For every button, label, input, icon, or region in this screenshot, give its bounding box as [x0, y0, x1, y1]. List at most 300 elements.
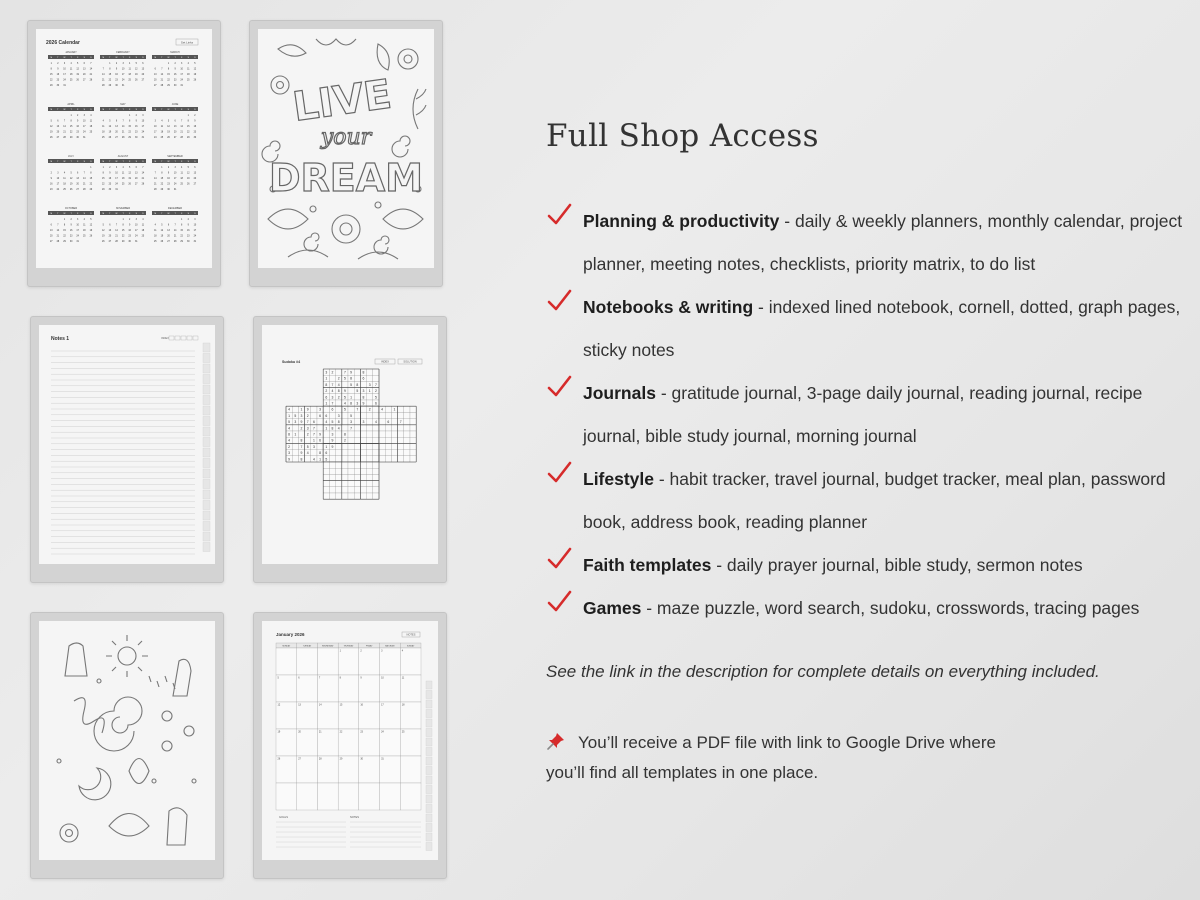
calendar-day: 25	[121, 183, 125, 186]
sudoku-digit: 6	[325, 395, 328, 400]
calendar-day: 23	[187, 235, 190, 238]
sudoku-cell	[305, 456, 311, 462]
calendar-day: 13	[173, 126, 177, 128]
calendar-day: 6	[154, 68, 156, 71]
monthly-day-cell	[317, 648, 338, 675]
monthly-side-tab	[426, 738, 432, 746]
calendar-day: 25	[89, 131, 93, 134]
notes-index-tab	[203, 427, 210, 436]
calendar-day: 13	[193, 172, 197, 175]
notes-index-tab	[203, 396, 210, 405]
calendar-weekday: W	[167, 213, 170, 215]
calendar-day: 13	[154, 74, 157, 76]
leaf-icon	[383, 209, 423, 229]
calendar-weekday: W	[167, 109, 170, 111]
sudoku-cell	[410, 450, 416, 456]
calendar-day: 31	[180, 85, 183, 87]
calendar-day: 17	[193, 230, 197, 232]
calendar-day: 29	[121, 241, 125, 243]
eye-icon	[162, 711, 172, 721]
calendar-day: 11	[128, 68, 131, 71]
thumbnail-doodle-page	[30, 612, 224, 879]
calendar-weekday: S	[142, 213, 144, 215]
calendar-weekday: S	[194, 213, 196, 215]
sudoku-digit: 5	[325, 457, 328, 462]
monthly-day-number: 20	[298, 730, 301, 734]
calendar-day: 21	[56, 235, 60, 238]
monthly-weekday: WEDNESDAY	[322, 645, 334, 648]
calendar-day: 1	[63, 219, 66, 221]
sudoku-cell	[305, 437, 311, 443]
sudoku-cell	[336, 400, 342, 406]
monthly-day-number: 27	[298, 757, 301, 761]
calendar-day: 8	[187, 120, 189, 123]
calendar-day: 2	[70, 219, 72, 221]
calendar-month-label: MAY	[120, 103, 126, 106]
calendar-weekday: W	[115, 213, 118, 215]
sudoku-cell	[398, 431, 404, 437]
sudoku-digit: 4	[331, 389, 334, 394]
swirl-icon	[304, 233, 319, 251]
sudoku-digit: 6	[331, 407, 334, 412]
sudoku-cell	[398, 425, 404, 431]
sudoku-digit: 1	[319, 457, 322, 462]
sudoku-cell	[354, 369, 360, 375]
calendar-day: 5	[50, 120, 52, 123]
monthly-day-number: 12	[277, 703, 281, 707]
calendar-day: 16	[76, 126, 79, 128]
calendar-day: 16	[173, 74, 177, 76]
calendar-day: 14	[121, 126, 125, 128]
calendar-day: 13	[108, 230, 112, 232]
calendar-month-label: SEPTEMBER	[167, 155, 183, 158]
calendar-weekday: F	[181, 161, 183, 163]
sudoku-cell	[379, 443, 385, 449]
calendar-day: 23	[108, 183, 112, 186]
sudoku-cell	[317, 425, 323, 431]
calendar-day: 29	[63, 241, 66, 243]
sudoku-digit: 9	[343, 389, 346, 394]
monthly-day-number: 11	[401, 676, 405, 680]
flower-icon	[332, 215, 360, 243]
sudoku-cell	[329, 493, 335, 499]
feature-item-lifestyle	[546, 458, 1186, 544]
sudoku-digit: 4	[337, 382, 340, 387]
sudoku-digit: 3	[294, 420, 297, 425]
calendar-weekday: T	[122, 161, 124, 163]
monthly-day-cell	[317, 783, 338, 810]
calendar-weekday: F	[129, 213, 131, 215]
calendar-day: 9	[129, 224, 131, 227]
calendar-day: 11	[83, 224, 86, 227]
flower-icon	[271, 76, 289, 94]
sudoku-digit: 6	[387, 420, 390, 425]
calendar-month-label: AUGUST	[117, 155, 129, 158]
monthly-day-number: 28	[318, 757, 322, 761]
calendar-weekday: W	[167, 161, 170, 163]
sudoku-digit: 1	[294, 432, 297, 437]
thumbnail-sudoku	[253, 316, 447, 583]
sudoku-cell	[379, 431, 385, 437]
calendar-day: 20	[135, 178, 138, 180]
coloring-word-dream: DREAM	[269, 156, 423, 200]
yearly-calendar-screen	[36, 29, 212, 268]
calendar-weekday: M	[154, 161, 157, 163]
monthly-side-tab	[426, 757, 432, 765]
calendar-day: 27	[135, 183, 138, 186]
sudoku-cell	[367, 375, 373, 381]
sudoku-cell	[360, 493, 366, 499]
calendar-day: 12	[89, 224, 93, 227]
sudoku-cell	[360, 468, 366, 474]
sudoku-cell	[373, 487, 379, 493]
page-heading: Full Shop Access	[546, 118, 819, 154]
sudoku-cell	[336, 437, 342, 443]
sudoku-digit: 7	[331, 401, 334, 406]
calendar-day: 4	[161, 120, 163, 123]
sudoku-cell	[354, 419, 360, 425]
sudoku-cell	[391, 431, 397, 437]
calendar-day: 12	[128, 172, 131, 175]
calendar-day: 7	[83, 172, 85, 175]
sudoku-digit: 8	[300, 438, 303, 443]
sudoku-cell	[367, 456, 373, 462]
calendar-day: 11	[187, 68, 190, 71]
calendar-weekday: S	[187, 213, 189, 215]
calendar-weekday: W	[63, 57, 66, 59]
calendar-month-label: JANUARY	[65, 51, 77, 54]
calendar-day: 28	[115, 241, 118, 243]
calendar-day: 5	[187, 167, 189, 169]
monthly-planner-screen	[262, 621, 438, 860]
pushpin-icon	[546, 731, 566, 751]
sudoku-digit: 4	[374, 420, 377, 425]
calendar-day: 15	[128, 126, 131, 128]
monthly-day-number: 17	[381, 703, 384, 707]
calendar-day: 10	[83, 120, 86, 123]
calendar-day: 22	[180, 235, 183, 238]
calendar-day: 22	[167, 79, 170, 82]
calendar-weekday: W	[63, 213, 66, 215]
sudoku-digit: 1	[325, 444, 328, 449]
checkmark-icon	[546, 546, 572, 572]
notes-index-tab	[203, 459, 210, 468]
calendar-day: 29	[50, 85, 53, 87]
calendar-day: 7	[154, 172, 156, 175]
calendar-day: 20	[193, 178, 197, 180]
calendar-day: 8	[129, 120, 131, 123]
doodle-screen	[39, 621, 215, 860]
feature-title: Faith templates	[583, 555, 712, 575]
calendar-day: 3	[122, 63, 124, 65]
sudoku-cell	[379, 425, 385, 431]
monthly-day-cell	[359, 783, 380, 810]
calendar-day: 25	[63, 189, 66, 191]
sudoku-cell	[398, 456, 404, 462]
calendar-weekday: S	[187, 57, 189, 59]
calendar-day: 19	[135, 74, 138, 76]
sudoku-cell	[379, 419, 385, 425]
calendar-day: 11	[89, 120, 93, 123]
monthly-side-tab	[426, 824, 432, 832]
calendar-day: 6	[142, 63, 144, 65]
calendar-day: 27	[141, 79, 145, 82]
calendar-day: 7	[63, 120, 66, 123]
calendar-day: 14	[89, 68, 93, 71]
monthly-day-number: 31	[381, 757, 384, 761]
calendar-day: 17	[154, 131, 157, 134]
hand-icon	[167, 808, 187, 845]
calendar-day: 24	[193, 235, 197, 238]
calendar-day: 25	[102, 137, 105, 139]
monthly-day-number: 19	[277, 730, 281, 734]
sudoku-cell	[342, 462, 348, 468]
calendar-day: 16	[115, 74, 118, 76]
calendar-weekday: T	[70, 109, 72, 111]
calendar-day: 30	[187, 241, 190, 243]
sudoku-digit: 4	[343, 401, 346, 406]
leaf-icon	[129, 759, 149, 784]
calendar-weekday: T	[122, 109, 124, 111]
sudoku-digit: 2	[300, 426, 303, 431]
calendar-day: 11	[63, 178, 66, 180]
sudoku-digit: 4	[312, 457, 315, 462]
sudoku-cell	[317, 419, 323, 425]
sudoku-digit: 8	[331, 426, 334, 431]
calendar-day: 8	[181, 224, 183, 227]
monthly-weekday: SUNDAY	[406, 645, 415, 648]
sudoku-digit: 3	[319, 407, 322, 412]
sudoku-digit: 2	[374, 389, 377, 394]
calendar-day: 6	[77, 172, 79, 175]
sudoku-digit: 2	[306, 432, 309, 437]
calendar-day: 4	[129, 63, 131, 65]
calendar-weekday: T	[57, 161, 59, 163]
calendar-weekday: F	[77, 109, 79, 111]
calendar-day: 23	[135, 131, 138, 134]
calendar-day: 5	[194, 63, 196, 65]
sudoku-cell	[373, 412, 379, 418]
calendar-day: 2	[135, 115, 137, 117]
calendar-day: 2	[50, 172, 52, 175]
sudoku-cell	[360, 474, 366, 480]
notes-index-tab	[203, 543, 210, 552]
monthly-weekday: FRIDAY	[365, 645, 373, 648]
sudoku-cell	[360, 381, 366, 387]
calendar-day: 21	[63, 131, 66, 134]
calendar-weekday: T	[57, 109, 59, 111]
calendar-month-label: DECEMBER	[167, 207, 183, 210]
sudoku-cell	[398, 443, 404, 449]
calendar-day: 23	[56, 79, 60, 82]
calendar-day: 4	[181, 167, 183, 169]
sudoku-cell	[354, 425, 360, 431]
sudoku-cell	[404, 419, 410, 425]
monthly-day-cell	[338, 675, 359, 702]
sudoku-cell	[342, 493, 348, 499]
monthly-day-cell	[359, 675, 380, 702]
calendar-weekday: T	[109, 161, 111, 163]
sudoku-digit: 9	[331, 438, 334, 443]
calendar-day: 29	[102, 189, 105, 191]
calendar-day: 8	[161, 172, 163, 175]
monthly-side-tab	[426, 691, 432, 699]
calendar-day: 1	[102, 167, 104, 169]
calendar-day: 9	[194, 120, 196, 123]
calendar-day: 16	[187, 230, 190, 232]
sudoku-digit: 4	[288, 438, 291, 443]
calendar-day: 27	[50, 241, 53, 243]
sudoku-digit: 8	[350, 401, 353, 406]
calendar-weekday: F	[129, 109, 131, 111]
calendar-weekday: S	[135, 109, 137, 111]
calendar-day: 26	[128, 183, 131, 186]
calendar-weekday: W	[115, 57, 118, 59]
calendar-weekday: F	[129, 161, 131, 163]
lined-notes-screen	[39, 325, 215, 564]
sudoku-solution-button: SOLUTION	[403, 360, 417, 364]
sudoku-digit: 5	[350, 413, 353, 418]
calendar-day: 10	[115, 172, 118, 175]
calendar-day: 14	[180, 126, 183, 128]
calendar-day: 15	[89, 178, 93, 180]
calendar-day: 9	[77, 120, 79, 123]
sudoku-cell	[391, 450, 397, 456]
sudoku-cell	[367, 462, 373, 468]
sudoku-cell	[410, 456, 416, 462]
sudoku-digit: 9	[306, 407, 309, 412]
calendar-day: 21	[160, 79, 164, 82]
calendar-day: 23	[69, 235, 73, 238]
calendar-day: 18	[89, 126, 93, 128]
sudoku-index-button: INDEX	[381, 360, 389, 364]
calendar-day: 29	[167, 85, 170, 87]
calendar-day: 1	[70, 115, 72, 117]
notes-page-box	[169, 336, 174, 340]
calendar-day: 22	[63, 235, 66, 238]
calendar-day: 20	[108, 235, 112, 238]
calendar-day: 31	[115, 189, 118, 191]
calendar-day: 15	[50, 74, 53, 76]
calendar-day: 6	[167, 224, 170, 227]
calendar-day: 16	[56, 74, 60, 76]
sudoku-cell	[348, 443, 354, 449]
sudoku-cell	[360, 481, 366, 487]
monthly-side-tab	[426, 681, 432, 689]
sudoku-cell	[292, 406, 298, 412]
sudoku-cell	[292, 437, 298, 443]
calendar-day: 3	[115, 167, 118, 169]
calendar-day: 21	[141, 178, 145, 180]
calendar-day: 5	[167, 120, 170, 123]
checkmark-icon	[546, 374, 572, 400]
moth-icon	[109, 814, 149, 837]
sudoku-cell	[342, 481, 348, 487]
monthly-day-cell	[276, 675, 297, 702]
sudoku-cell	[367, 443, 373, 449]
calendar-weekday: S	[83, 161, 85, 163]
sudoku-cell	[360, 437, 366, 443]
sudoku-digit: 9	[288, 457, 291, 462]
calendar-day: 1	[181, 219, 183, 221]
calendar-day: 27	[115, 137, 118, 139]
calendar-day: 20	[141, 74, 145, 76]
calendar-day: 26	[102, 241, 105, 243]
sudoku-digit: 4	[337, 426, 340, 431]
calendar-weekday: S	[83, 57, 85, 59]
calendar-weekday: S	[83, 109, 85, 111]
calendar-day: 1	[167, 63, 170, 65]
calendar-weekday: W	[167, 57, 170, 59]
sudoku-digit: 8	[362, 395, 365, 400]
sudoku-cell	[391, 443, 397, 449]
calendar-weekday: S	[135, 57, 137, 59]
calendar-day: 11	[141, 224, 145, 227]
calendar-day: 30	[128, 241, 131, 243]
calendar-day: 6	[174, 120, 176, 123]
calendar-day: 23	[128, 235, 131, 238]
calendar-day: 5	[77, 63, 79, 65]
sudoku-cell	[323, 431, 329, 437]
sudoku-cell	[360, 443, 366, 449]
calendar-weekday: S	[194, 161, 196, 163]
calendar-day: 26	[193, 79, 197, 82]
monthly-day-number: 30	[360, 757, 364, 761]
calendar-weekday: T	[57, 57, 59, 59]
calendar-day: 18	[83, 230, 86, 232]
sudoku-digit: 1	[312, 438, 315, 443]
sudoku-screen	[262, 325, 438, 564]
sudoku-digit: 7	[312, 426, 315, 431]
sudoku-cell	[354, 493, 360, 499]
calendar-day: 8	[167, 68, 170, 71]
calendar-day: 10	[56, 178, 60, 180]
monthly-day-number: 25	[401, 730, 405, 734]
checkmark-icon	[546, 589, 572, 615]
notes-index-tab	[203, 522, 210, 531]
calendar-day: 15	[180, 230, 183, 232]
monthly-day-number: 21	[318, 730, 322, 734]
calendar-day: 22	[128, 131, 131, 134]
sudoku-cell	[329, 450, 335, 456]
sudoku-cell	[336, 431, 342, 437]
sudoku-digit: 1	[325, 376, 328, 381]
monthly-day-cell	[317, 675, 338, 702]
calendar-day: 8	[63, 224, 66, 227]
sudoku-cell	[385, 443, 391, 449]
calendar-day: 18	[141, 230, 145, 232]
doodle-page-art	[39, 621, 215, 860]
snake-icon	[74, 698, 104, 733]
sudoku-cell	[398, 450, 404, 456]
calendar-day: 16	[167, 178, 170, 180]
calendar-day: 19	[89, 230, 93, 232]
sudoku-cell	[323, 481, 329, 487]
calendar-day: 24	[173, 183, 177, 186]
sudoku-cell	[391, 437, 397, 443]
sudoku-digit: 2	[368, 407, 371, 412]
sudoku-digit: 3	[337, 413, 340, 418]
calendar-day: 25	[180, 183, 183, 186]
sudoku-cell	[292, 443, 298, 449]
sudoku-cell	[348, 468, 354, 474]
calendar-day: 31	[83, 137, 86, 139]
calendar-weekday: F	[181, 213, 183, 215]
calendar-day: 27	[108, 241, 112, 243]
calendar-weekday: S	[142, 57, 144, 59]
calendar-day: 26	[69, 189, 73, 191]
sudoku-cell	[373, 425, 379, 431]
